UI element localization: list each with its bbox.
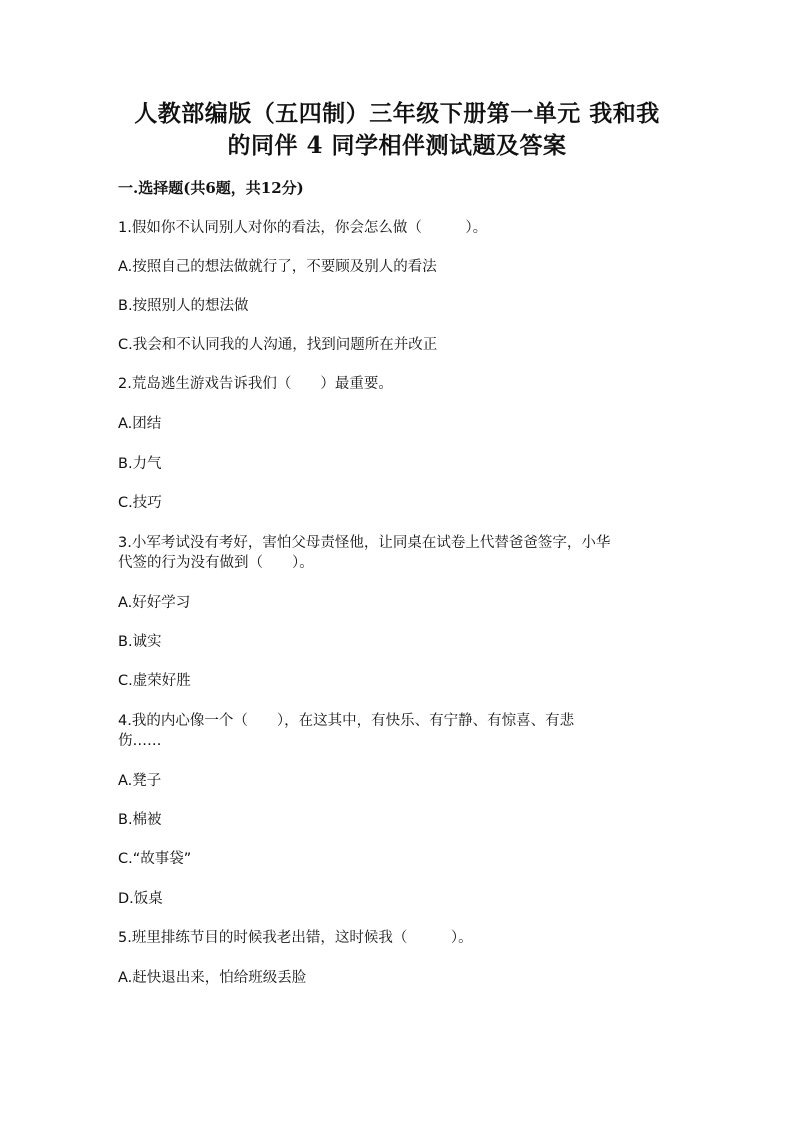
document-title-line-1: 人教部编版（五四制）三年级下册第一单元 我和我 — [134, 100, 660, 127]
question-4-stem-line-2: 伤…… — [118, 733, 162, 749]
question-1-stem: 1.假如你不认同别人对你的看法，你会怎么做（ ）。 — [118, 220, 488, 236]
section-heading: 一.选择题(共6题，共12分) — [118, 179, 304, 197]
question-3-stem-line-1: 3.小军考试没有考好，害怕父母责怪他，让同桌在试卷上代替爸爸签字，小华 — [118, 535, 611, 551]
question-2-option-c: C.技巧 — [118, 495, 162, 511]
question-4-option-a: A.凳子 — [118, 773, 162, 789]
question-2-stem: 2.荒岛逃生游戏告诉我们（ ）最重要。 — [118, 376, 393, 392]
document-title-line-2: 的同伴 4 同学相伴测试题及答案 — [227, 132, 567, 159]
question-5-option-a: A.赶快退出来，怕给班级丢脸 — [118, 970, 307, 986]
question-3-option-b: B.诚实 — [118, 634, 162, 650]
question-4-stem-line-1: 4.我的内心像一个（ ），在这其中，有快乐、有宁静、有惊喜、有悲 — [118, 713, 575, 729]
question-1-option-a: A.按照自己的想法做就行了，不要顾及别人的看法 — [118, 259, 437, 275]
question-4-option-c: C.“故事袋” — [118, 851, 192, 867]
question-3-stem-line-2: 代签的行为没有做到（ ）。 — [118, 555, 314, 571]
question-4-option-d: D.饭桌 — [118, 891, 163, 907]
question-3-option-c: C.虚荣好胜 — [118, 673, 191, 689]
question-1-option-b: B.按照别人的想法做 — [118, 298, 249, 314]
question-1-option-c: C.我会和不认同我的人沟通，找到问题所在并改正 — [118, 337, 438, 353]
question-3-option-a: A.好好学习 — [118, 595, 191, 611]
question-2-option-b: B.力气 — [118, 456, 162, 472]
question-5-stem: 5.班里排练节目的时候我老出错，这时候我（ ）。 — [118, 930, 473, 946]
question-4-option-b: B.棉被 — [118, 812, 162, 828]
question-2-option-a: A.团结 — [118, 416, 162, 432]
